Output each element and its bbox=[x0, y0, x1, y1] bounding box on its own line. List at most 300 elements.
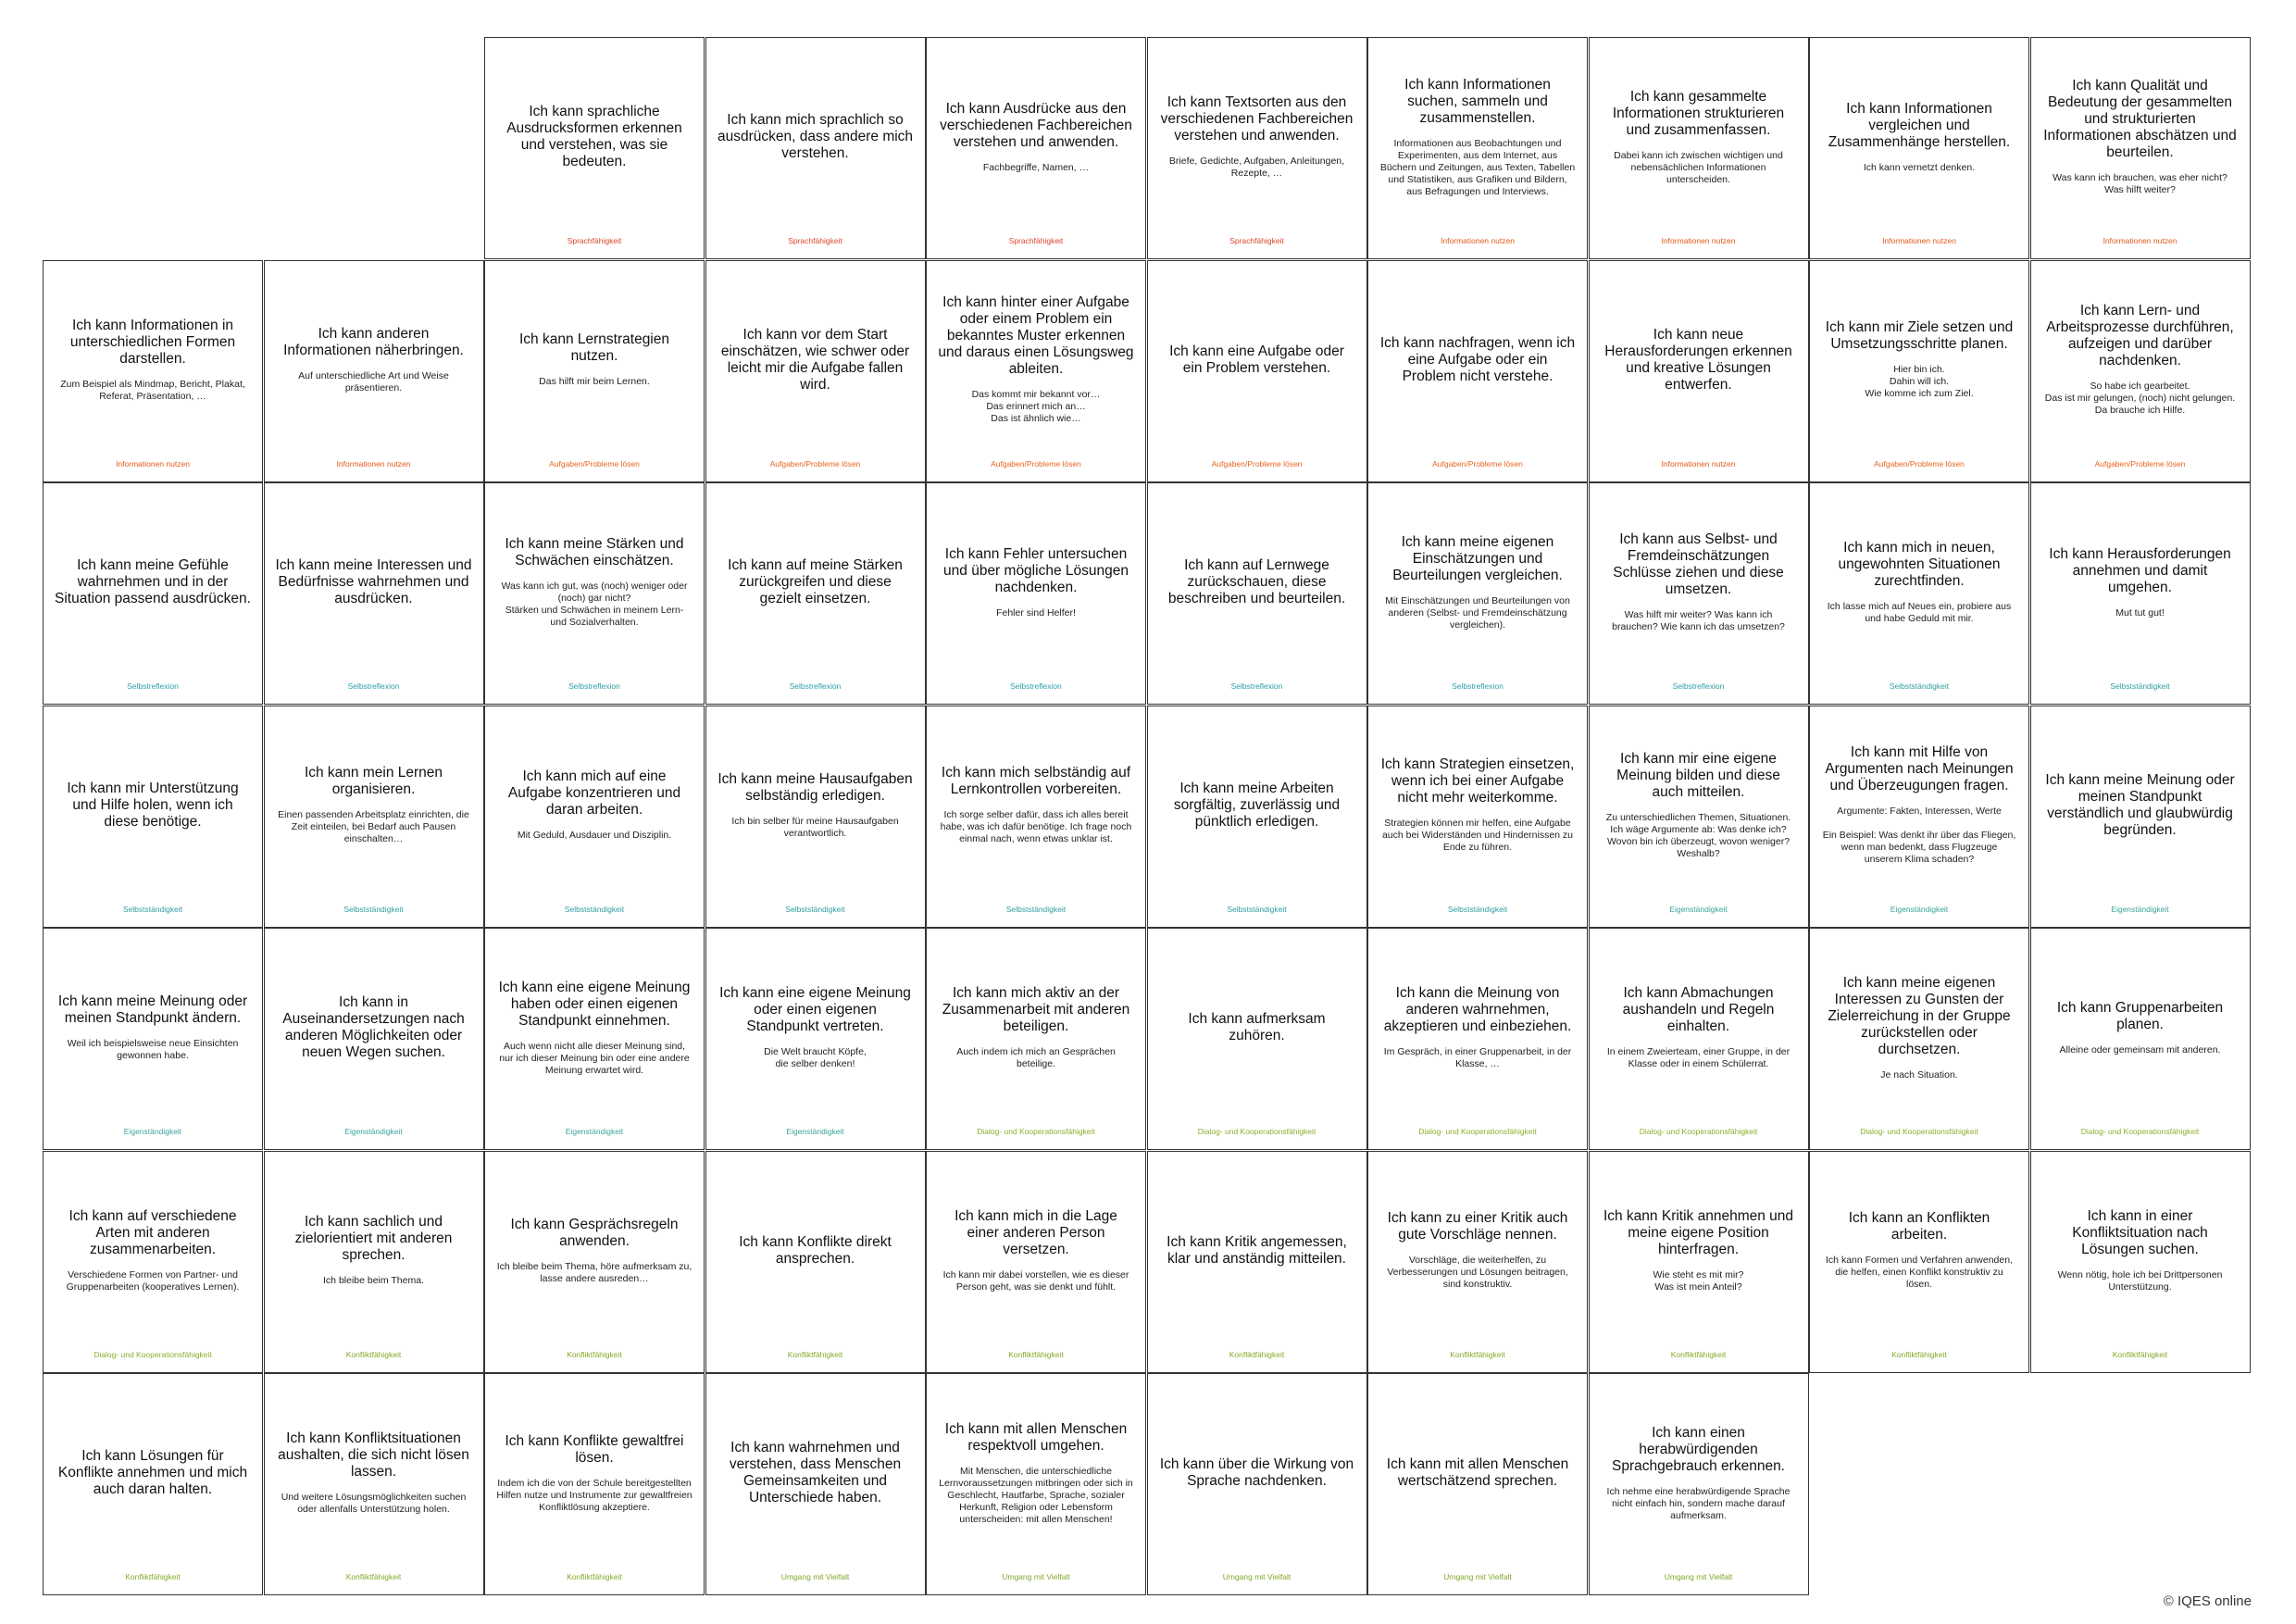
copyright-notice: © IQES online bbox=[2163, 1593, 2252, 1609]
card-body bbox=[1148, 1374, 1366, 1563]
card-title: Ich kann meine Stärken und Schwächen einschätzen. bbox=[505, 536, 684, 568]
card-category: Selbstreflexion bbox=[127, 681, 179, 691]
card-title: Ich kann mir Ziele setzen und Umsetzungsschritte planen. bbox=[1825, 319, 2014, 352]
card-body bbox=[44, 261, 262, 450]
competency-card bbox=[484, 1151, 705, 1373]
card-body bbox=[1148, 38, 1366, 227]
card-body bbox=[1368, 929, 1587, 1118]
card-category: Dialog- und Kooperationsfähigkeit bbox=[1418, 1127, 1537, 1136]
card-note: Einen passenden Arbeitsplatz einrichten, die Zeit einteilen, bei Bedarf auch Pausen einschalten… bbox=[278, 809, 469, 844]
card-title: Ich kann eine eigene Meinung haben oder einen eigenen Standpunkt einnehmen. bbox=[498, 979, 691, 1029]
card-title: Ich kann in Auseinandersetzungen nach anderen Möglichkeiten oder neuen Wegen suchen. bbox=[282, 994, 465, 1060]
competency-card bbox=[484, 1373, 705, 1595]
competency-card bbox=[1147, 1373, 1367, 1595]
card-note: Im Gespräch, in einer Gruppenarbeit, in der Klasse, … bbox=[1383, 1046, 1572, 1069]
card-body bbox=[927, 483, 1145, 672]
competency-card bbox=[1147, 928, 1367, 1150]
card-body bbox=[485, 929, 704, 1118]
competency-card bbox=[1147, 706, 1367, 928]
competency-card bbox=[1367, 37, 1588, 259]
competency-card bbox=[926, 1151, 1146, 1373]
card-body bbox=[485, 1374, 704, 1563]
card-body bbox=[706, 706, 925, 895]
competency-card bbox=[2030, 260, 2251, 482]
card-body bbox=[706, 38, 925, 227]
card-category: Eigenständigkeit bbox=[565, 1127, 624, 1136]
card-title: Ich kann meine Interessen und Bedürfnisse wahrnehmen und ausdrücken. bbox=[275, 557, 472, 606]
card-title: Ich kann Konflikte gewaltfrei lösen. bbox=[505, 1432, 684, 1466]
card-note: Informationen aus Beobachtungen und Experimenten, aus dem Internet, aus Büchern und Zeitungen, aus Texten, Tabellen und Statistiken, aus Grafiken und Bildern, aus Befragungen und Interviews. bbox=[1379, 137, 1576, 197]
competency-card bbox=[264, 1151, 484, 1373]
competency-card bbox=[1809, 37, 2029, 259]
card-title: Ich kann mich selbständig auf Lernkontrollen vorbereiten. bbox=[941, 765, 1131, 797]
card-title: Ich kann auf verschiedene Arten mit anderen zusammenarbeiten. bbox=[69, 1207, 237, 1257]
competency-card bbox=[1809, 928, 2029, 1150]
card-title: Ich kann sachlich und zielorientiert mit anderen sprechen. bbox=[294, 1214, 453, 1263]
card-body bbox=[1810, 38, 2028, 227]
card-note: Ich nehme eine herabwürdigende Sprache nicht einfach hin, sondern mache darauf aufmerksam. bbox=[1606, 1485, 1791, 1521]
card-category: Eigenständigkeit bbox=[2111, 904, 2169, 914]
card-note: Ich bleibe beim Thema, höre aufmerksam zu, lasse andere ausreden… bbox=[496, 1260, 693, 1284]
card-body bbox=[265, 706, 483, 895]
card-body bbox=[1810, 706, 2028, 895]
card-category: Aufgaben/Probleme lösen bbox=[1432, 458, 1523, 468]
competency-card bbox=[43, 482, 263, 705]
card-body bbox=[706, 929, 925, 1118]
card-category: Selbstreflexion bbox=[789, 681, 842, 691]
card-category: Konfliktfähigkeit bbox=[2112, 1349, 2168, 1359]
card-body bbox=[485, 38, 704, 227]
card-body bbox=[1368, 483, 1587, 672]
card-note: Auf unterschiedliche Art und Weise präsentieren. bbox=[298, 369, 449, 394]
card-body bbox=[2031, 483, 2250, 672]
card-body bbox=[44, 706, 262, 895]
competency-card bbox=[1147, 37, 1367, 259]
card-note: Argumente: Fakten, Interessen, Werte Ein Beispiel: Was denkt ihr über das Fliegen, wenn man bedenkt, dass Flugzeuge unserem Klima schaden? bbox=[1822, 806, 2016, 865]
card-title: Ich kann Informationen vergleichen und Zusammenhänge herstellen. bbox=[1828, 100, 2011, 150]
competency-card bbox=[2030, 928, 2251, 1150]
card-title: Ich kann Kritik angemessen, klar und anständig mitteilen. bbox=[1167, 1233, 1347, 1267]
card-body bbox=[2031, 929, 2250, 1118]
card-body bbox=[1590, 1374, 1808, 1563]
competency-card bbox=[264, 706, 484, 928]
competency-card bbox=[926, 706, 1146, 928]
competency-card bbox=[43, 928, 263, 1150]
competency-card bbox=[705, 260, 926, 482]
competency-card bbox=[1367, 1373, 1588, 1595]
card-title: Ich kann vor dem Start einschätzen, wie schwer oder leicht mir die Aufgabe fallen wird. bbox=[720, 326, 910, 393]
card-body bbox=[265, 929, 483, 1118]
competency-card bbox=[926, 928, 1146, 1150]
card-title: Ich kann Textsorten aus den verschiedenen Fachbereichen verstehen und anwenden. bbox=[1160, 94, 1354, 144]
card-body bbox=[927, 261, 1145, 450]
card-note: Was hilft mir weiter? Was kann ich brauchen? Wie kann ich das umsetzen? bbox=[1612, 609, 1785, 632]
card-title: Ich kann auf Lernwege zurückschauen, diese beschreiben und beurteilen. bbox=[1167, 557, 1346, 606]
card-body bbox=[485, 483, 704, 672]
card-body bbox=[706, 483, 925, 672]
competency-card bbox=[1367, 260, 1588, 482]
card-note: Mit Geduld, Ausdauer und Disziplin. bbox=[517, 830, 672, 841]
competency-card bbox=[484, 482, 705, 705]
competency-card bbox=[705, 37, 926, 259]
competency-card bbox=[705, 928, 926, 1150]
card-title: Ich kann Informationen in unterschiedlichen Formen darstellen. bbox=[69, 317, 236, 367]
card-title: Ich kann meine Meinung oder meinen Standpunkt ändern. bbox=[57, 993, 248, 1026]
card-title: Ich kann mich sprachlich so ausdrücken, dass andere mich verstehen. bbox=[717, 112, 914, 161]
card-note: Hier bin ich. Dahin will ich. Wie komme ich zum Ziel. bbox=[1865, 364, 1974, 399]
card-title: Ich kann Konflikte direkt ansprechen. bbox=[739, 1233, 892, 1267]
card-category: Umgang mit Vielfalt bbox=[1222, 1572, 1292, 1581]
card-note: Und weitere Lösungsmöglichkeiten suchen oder allenfalls Unterstützung holen. bbox=[281, 1492, 467, 1515]
card-category: Eigenständigkeit bbox=[1669, 904, 1728, 914]
competency-card bbox=[264, 1373, 484, 1595]
card-note: Mit Menschen, die unterschiedliche Lernvoraussetzungen mitbringen oder sich in Geschlecht, Hautfarbe, Sprache, sozialer Herkunft, Religion oder Lebensform unterscheiden: mit allen Menschen! bbox=[939, 1465, 1133, 1525]
card-category: Eigenständigkeit bbox=[786, 1127, 844, 1136]
card-title: Ich kann neue Herausforderungen erkennen und kreative Lösungen entwerfen. bbox=[1604, 326, 1792, 393]
card-body bbox=[1368, 1152, 1587, 1341]
card-category: Selbstständigkeit bbox=[1447, 904, 1508, 914]
card-title: Ich kann Informationen suchen, sammeln und zusammenstellen. bbox=[1404, 76, 1551, 126]
card-body bbox=[2031, 706, 2250, 895]
card-note: Wie steht es mit mir? Was ist mein Anteil? bbox=[1653, 1268, 1744, 1293]
card-note: So habe ich gearbeitet. Das ist mir gelungen, (noch) nicht gelungen. Da brauche ich Hilfe. bbox=[2044, 381, 2236, 416]
card-category: Aufgaben/Probleme lösen bbox=[991, 458, 1081, 468]
card-note: Fachbegriffe, Namen, … bbox=[982, 161, 1090, 173]
card-category: Selbstreflexion bbox=[568, 681, 620, 691]
competency-card bbox=[1809, 260, 2029, 482]
card-category: Selbstreflexion bbox=[1230, 681, 1283, 691]
card-title: Ich kann mir Unterstützung und Hilfe holen, wenn ich diese benötige. bbox=[67, 780, 239, 830]
card-title: Ich kann mich aktiv an der Zusammenarbeit mit anderen beteiligen. bbox=[942, 985, 1130, 1034]
card-body bbox=[2031, 261, 2250, 450]
competency-card bbox=[705, 1151, 926, 1373]
card-body bbox=[927, 1374, 1145, 1563]
card-category: Eigenständigkeit bbox=[344, 1127, 403, 1136]
card-note: Ich kann vernetzt denken. bbox=[1863, 161, 1976, 173]
card-category: Selbstständigkeit bbox=[564, 904, 625, 914]
card-category: Selbstständigkeit bbox=[1889, 681, 1950, 691]
card-note: Auch indem ich mich an Gesprächen beteilige. bbox=[956, 1046, 1116, 1069]
card-category: Aufgaben/Probleme lösen bbox=[769, 458, 861, 468]
card-category: Aufgaben/Probleme lösen bbox=[1211, 458, 1303, 468]
card-note: Mit Einschätzungen und Beurteilungen von anderen (Selbst- und Fremdeinschätzung vergleichen). bbox=[1385, 594, 1570, 631]
card-title: Ich kann zu einer Kritik auch gute Vorschläge nennen. bbox=[1387, 1210, 1568, 1243]
card-body bbox=[1148, 706, 1366, 895]
card-note: Zu unterschiedlichen Themen, Situationen. Ich wäge Argumente ab: Was denke ich? Wovon bin ich überzeugt, wovon weniger? Weshalb? bbox=[1605, 811, 1791, 859]
card-body bbox=[1590, 483, 1808, 672]
card-title: Ich kann an Konflikten arbeiten. bbox=[1848, 1210, 1990, 1243]
competency-card bbox=[1147, 260, 1367, 482]
card-note: Weil ich beispielsweise neue Einsichten gewonnen habe. bbox=[67, 1038, 239, 1061]
card-body bbox=[485, 1152, 704, 1341]
competency-card bbox=[926, 260, 1146, 482]
competency-card bbox=[1589, 260, 1809, 482]
card-note: Wenn nötig, hole ich bei Drittpersonen Unterstützung. bbox=[2057, 1268, 2223, 1293]
competency-card bbox=[1589, 1373, 1809, 1595]
card-body bbox=[44, 1152, 262, 1341]
card-category: Aufgaben/Probleme lösen bbox=[549, 458, 640, 468]
card-title: Ich kann mit Hilfe von Argumenten nach Meinungen und Überzeugungen fragen. bbox=[1825, 744, 2014, 793]
card-category: Aufgaben/Probleme lösen bbox=[2094, 458, 2186, 468]
card-title: Ich kann Abmachungen aushandeln und Regeln einhalten. bbox=[1622, 985, 1775, 1034]
card-title: Ich kann über die Wirkung von Sprache nachdenken. bbox=[1159, 1456, 1354, 1489]
card-note: Fehler sind Helfer! bbox=[996, 606, 1076, 618]
card-title: Ich kann meine eigenen Einschätzungen und Beurteilungen vergleichen. bbox=[1392, 533, 1563, 583]
card-body bbox=[706, 261, 925, 450]
card-body bbox=[706, 1374, 925, 1563]
card-note: Ich kann Formen und Verfahren anwenden, die helfen, einen Konflikt konstruktiv zu lösen. bbox=[1826, 1255, 2013, 1290]
card-category: Selbstständigkeit bbox=[1005, 904, 1067, 914]
card-category: Informationen nutzen bbox=[1661, 236, 1736, 245]
competency-card bbox=[1589, 706, 1809, 928]
competency-card bbox=[484, 260, 705, 482]
card-body bbox=[265, 1374, 483, 1563]
card-title: Ich kann meine Meinung oder meinen Standpunkt verständlich und glaubwürdig begründen. bbox=[2045, 771, 2235, 838]
card-body bbox=[485, 706, 704, 895]
card-category: Konfliktfähigkeit bbox=[1008, 1349, 1064, 1359]
card-title: Ich kann sprachliche Ausdrucksformen erkennen und verstehen, was sie bedeuten. bbox=[506, 104, 682, 169]
competency-card bbox=[2030, 706, 2251, 928]
card-title: Ich kann mit allen Menschen respektvoll umgehen. bbox=[944, 1420, 1128, 1454]
card-note: In einem Zweierteam, einer Gruppe, in der Klasse oder in einem Schülerrat. bbox=[1606, 1046, 1791, 1069]
card-body bbox=[927, 1152, 1145, 1341]
competency-card bbox=[1367, 482, 1588, 705]
card-title: Ich kann nachfragen, wenn ich eine Aufgabe oder ein Problem nicht verstehe. bbox=[1379, 334, 1576, 384]
card-body bbox=[44, 929, 262, 1118]
competency-card bbox=[926, 37, 1146, 259]
card-note: Alleine oder gemeinsam mit anderen. bbox=[2059, 1043, 2221, 1056]
card-body bbox=[1590, 261, 1808, 450]
competency-card bbox=[2030, 482, 2251, 705]
competency-card bbox=[1589, 1151, 1809, 1373]
card-body bbox=[927, 706, 1145, 895]
card-title: Ich kann eine eigene Meinung oder einen eigenen Standpunkt vertreten. bbox=[719, 985, 911, 1034]
card-category: Konfliktfähigkeit bbox=[1891, 1349, 1947, 1359]
card-title: Ich kann Lösungen für Konflikte annehmen und mich auch daran halten. bbox=[57, 1448, 248, 1497]
competency-card bbox=[43, 260, 263, 482]
card-category: Sprachfähigkeit bbox=[567, 236, 622, 245]
card-body bbox=[706, 1152, 925, 1341]
competency-card bbox=[43, 1151, 263, 1373]
card-note: Indem ich die von der Schule bereitgestellten Hilfen nutze und Instrumente zur gewaltfreien Konfliktlösung akzeptiere. bbox=[496, 1477, 693, 1513]
card-title: Ich kann mit allen Menschen wertschätzend sprechen. bbox=[1386, 1456, 1569, 1489]
card-title: Ich kann Strategien einsetzen, wenn ich bei einer Aufgabe nicht mehr weiterkomme. bbox=[1380, 756, 1575, 806]
card-note: Verschiedene Formen von Partner- und Gruppenarbeiten (kooperatives Lernen). bbox=[66, 1268, 240, 1293]
card-category: Sprachfähigkeit bbox=[788, 236, 842, 245]
card-category: Dialog- und Kooperationsfähigkeit bbox=[977, 1127, 1095, 1136]
card-body bbox=[44, 1374, 262, 1563]
card-title: Ich kann meine eigenen Interessen zu Gunsten der Zielerreichung in der Gruppe zurückstellen oder durchsetzen. bbox=[1828, 974, 2011, 1057]
competency-card bbox=[484, 37, 705, 259]
card-category: Konfliktfähigkeit bbox=[787, 1349, 843, 1359]
card-category: Dialog- und Kooperationsfähigkeit bbox=[2080, 1127, 2200, 1136]
card-title: Ich kann Gesprächsregeln anwenden. bbox=[510, 1216, 679, 1249]
card-category: Sprachfähigkeit bbox=[1008, 236, 1064, 245]
card-note: Mut tut gut! bbox=[2115, 606, 2165, 618]
card-category: Informationen nutzen bbox=[336, 458, 411, 468]
card-title: Ich kann mich in neuen, ungewohnten Situationen zurechtfinden. bbox=[1838, 540, 2001, 589]
card-category: Umgang mit Vielfalt bbox=[1002, 1572, 1070, 1581]
card-title: Ich kann Fehler untersuchen und über mögliche Lösungen nachdenken. bbox=[943, 545, 1129, 595]
competency-card bbox=[43, 1373, 263, 1595]
card-category: Dialog- und Kooperationsfähigkeit bbox=[1197, 1127, 1316, 1136]
card-category: Umgang mit Vielfalt bbox=[780, 1572, 850, 1581]
card-title: Ich kann mir eine eigene Meinung bilden und diese auch mitteilen. bbox=[1616, 750, 1780, 800]
card-note: Das kommt mir bekannt vor… Das erinnert mich an… Das ist ähnlich wie… bbox=[971, 389, 1101, 424]
card-body bbox=[1810, 929, 2028, 1118]
card-category: Dialog- und Kooperationsfähigkeit bbox=[94, 1349, 212, 1359]
card-body bbox=[1810, 261, 2028, 450]
card-category: Informationen nutzen bbox=[1882, 236, 1956, 245]
competency-card bbox=[926, 482, 1146, 705]
card-note: Ich kann mir dabei vorstellen, wie es dieser Person geht, was sie denkt und fühlt. bbox=[942, 1268, 1129, 1293]
card-note: Dabei kann ich zwischen wichtigen und nebensächlichen Informationen unterscheiden. bbox=[1614, 149, 1783, 185]
card-title: Ich kann hinter einer Aufgabe oder einem Problem ein bekanntes Muster erkennen und daraus einen Lösungsweg ableiten. bbox=[938, 294, 1134, 377]
competency-card bbox=[1589, 37, 1809, 259]
competency-card bbox=[484, 928, 705, 1150]
card-title: Ich kann in einer Konfliktsituation nach Lösungen suchen. bbox=[2072, 1207, 2208, 1257]
competency-card bbox=[264, 260, 484, 482]
card-body bbox=[1810, 1152, 2028, 1341]
competency-card bbox=[705, 1373, 926, 1595]
card-body bbox=[1590, 929, 1808, 1118]
card-category: Konfliktfähigkeit bbox=[1450, 1349, 1505, 1359]
card-note: Auch wenn nicht alle dieser Meinung sind, nur ich dieser Meinung bin oder eine andere Meinung erwartet wird. bbox=[499, 1040, 690, 1076]
card-body bbox=[1368, 261, 1587, 450]
card-category: Konfliktfähigkeit bbox=[345, 1572, 402, 1581]
card-category: Informationen nutzen bbox=[1661, 458, 1736, 468]
card-title: Ich kann meine Hausaufgaben selbständig erledigen. bbox=[718, 770, 913, 804]
card-note: Ich bleibe beim Thema. bbox=[323, 1275, 424, 1286]
competency-card bbox=[264, 928, 484, 1150]
card-category: Dialog- und Kooperationsfähigkeit bbox=[1860, 1127, 1978, 1136]
card-body bbox=[265, 483, 483, 672]
card-title: Ich kann anderen Informationen näherbringen. bbox=[283, 325, 464, 358]
card-note: Ich sorge selber dafür, dass ich alles bereit habe, was ich dafür benötige. Ich frage noch einmal nach, wenn etwas unklar ist. bbox=[940, 809, 1132, 844]
card-body bbox=[1590, 706, 1808, 895]
competency-card bbox=[926, 1373, 1146, 1595]
competency-card bbox=[1589, 928, 1809, 1150]
card-category: Dialog- und Kooperationsfähigkeit bbox=[1639, 1127, 1758, 1136]
card-body bbox=[1368, 38, 1587, 227]
card-note: Die Welt braucht Köpfe, die selber denken! bbox=[764, 1046, 867, 1069]
card-title: Ich kann mich in die Lage einer anderen Person versetzen. bbox=[955, 1207, 1117, 1257]
card-note: Zum Beispiel als Mindmap, Bericht, Plakat, Referat, Präsentation, … bbox=[60, 378, 245, 402]
card-note: Was kann ich gut, was (noch) weniger oder (noch) gar nicht? Stärken und Schwächen in meinem Lern- und Sozialverhalten. bbox=[501, 581, 688, 628]
card-title: Ich kann Lern- und Arbeitsprozesse durchführen, aufzeigen und darüber nachdenken. bbox=[2046, 303, 2234, 369]
competency-card bbox=[705, 706, 926, 928]
card-category: Konfliktfähigkeit bbox=[1670, 1349, 1727, 1359]
card-body bbox=[1148, 929, 1366, 1118]
card-body bbox=[927, 929, 1145, 1118]
card-body bbox=[927, 38, 1145, 227]
competency-card bbox=[1367, 1151, 1588, 1373]
card-title: Ich kann Lernstrategien nutzen. bbox=[519, 331, 669, 364]
card-note: Was kann ich brauchen, was eher nicht? Was hilft weiter? bbox=[2053, 172, 2227, 195]
card-note: Das hilft mir beim Lernen. bbox=[539, 376, 650, 387]
card-note: Ich lasse mich auf Neues ein, probiere aus und habe Geduld mit mir. bbox=[1827, 601, 2012, 624]
card-body bbox=[1810, 483, 2028, 672]
competency-card bbox=[1809, 482, 2029, 705]
card-body bbox=[2031, 1152, 2250, 1341]
competency-card bbox=[264, 482, 484, 705]
card-title: Ich kann wahrnehmen und verstehen, dass Menschen Gemeinsamkeiten und Unterschiede haben. bbox=[729, 1440, 902, 1505]
competency-card bbox=[705, 482, 926, 705]
card-body bbox=[1368, 1374, 1587, 1563]
card-title: Ich kann aus Selbst- und Fremdeinschätzungen Schlüsse ziehen und diese umsetzen. bbox=[1613, 531, 1784, 597]
card-note: Ich bin selber für meine Hausaufgaben verantwortlich. bbox=[731, 815, 899, 839]
card-title: Ich kann Konfliktsituationen aushalten, die sich nicht lösen lassen. bbox=[278, 1430, 469, 1480]
card-category: Selbstreflexion bbox=[347, 681, 400, 691]
card-category: Sprachfähigkeit bbox=[1229, 236, 1284, 245]
card-title: Ich kann meine Arbeiten sorgfältig, zuverlässig und pünktlich erledigen. bbox=[1173, 780, 1341, 830]
card-body bbox=[2031, 38, 2250, 227]
card-body bbox=[1590, 38, 1808, 227]
card-title: Ich kann einen herabwürdigenden Sprachgebrauch erkennen. bbox=[1612, 1424, 1785, 1474]
card-category: Selbstständigkeit bbox=[343, 904, 404, 914]
competency-card bbox=[1809, 1151, 2029, 1373]
card-category: Aufgaben/Probleme lösen bbox=[1874, 458, 1965, 468]
card-category: Konfliktfähigkeit bbox=[567, 1349, 622, 1359]
card-category: Informationen nutzen bbox=[116, 458, 190, 468]
card-title: Ich kann gesammelte Informationen strukturieren und zusammenfassen. bbox=[1612, 88, 1785, 138]
card-category: Selbstreflexion bbox=[1452, 681, 1504, 691]
card-title: Ich kann mein Lernen organisieren. bbox=[304, 765, 443, 797]
card-title: Ich kann die Meinung von anderen wahrnehmen, akzeptieren und einbeziehen. bbox=[1383, 985, 1572, 1034]
card-category: Selbstständigkeit bbox=[2110, 681, 2170, 691]
card-body bbox=[44, 483, 262, 672]
card-body bbox=[1368, 706, 1587, 895]
card-title: Ich kann aufmerksam zuhören. bbox=[1188, 1011, 1326, 1043]
card-note: Vorschläge, die weiterhelfen, zu Verbesserungen und Lösungen beitragen, sind konstruktiv. bbox=[1387, 1255, 1568, 1290]
competency-card bbox=[2030, 37, 2251, 259]
card-title: Ich kann Gruppenarbeiten planen. bbox=[2056, 999, 2224, 1032]
card-note: Briefe, Gedichte, Aufgaben, Anleitungen, Rezepte, … bbox=[1168, 156, 1345, 179]
card-title: Ich kann Qualität und Bedeutung der gesammelten und strukturierten Informationen abschätzen und beurteilen. bbox=[2043, 78, 2237, 160]
card-category: Informationen nutzen bbox=[2103, 236, 2177, 245]
competency-card bbox=[1809, 706, 2029, 928]
card-note: Je nach Situation. bbox=[1880, 1068, 1958, 1081]
card-category: Selbstständigkeit bbox=[122, 904, 183, 914]
card-title: Ich kann eine Aufgabe oder ein Problem verstehen. bbox=[1169, 343, 1344, 376]
card-category: Eigenständigkeit bbox=[123, 1127, 182, 1136]
card-title: Ich kann auf meine Stärken zurückgreifen und diese gezielt einsetzen. bbox=[728, 557, 903, 606]
card-category: Selbstständigkeit bbox=[1227, 904, 1287, 914]
competency-card bbox=[1147, 1151, 1367, 1373]
card-note: Strategien können mir helfen, eine Aufgabe auch bei Widerständen und Hindernissen zu Ende zu führen. bbox=[1381, 818, 1574, 853]
card-category: Selbstständigkeit bbox=[785, 904, 845, 914]
card-category: Konfliktfähigkeit bbox=[1229, 1349, 1285, 1359]
competency-card bbox=[1147, 482, 1367, 705]
card-title: Ich kann mich auf eine Aufgabe konzentrieren und daran arbeiten. bbox=[507, 768, 681, 818]
card-body bbox=[1590, 1152, 1808, 1341]
competency-card bbox=[1367, 706, 1588, 928]
card-category: Eigenständigkeit bbox=[1890, 904, 1949, 914]
card-title: Ich kann meine Gefühle wahrnehmen und in der Situation passend ausdrücken. bbox=[55, 557, 251, 606]
competency-card bbox=[1367, 928, 1588, 1150]
card-category: Konfliktfähigkeit bbox=[345, 1349, 402, 1359]
competency-card bbox=[484, 706, 705, 928]
card-category: Informationen nutzen bbox=[1441, 236, 1515, 245]
card-category: Selbstreflexion bbox=[1672, 681, 1725, 691]
card-category: Konfliktfähigkeit bbox=[567, 1572, 622, 1581]
card-category: Umgang mit Vielfalt bbox=[1664, 1572, 1733, 1581]
card-title: Ich kann Kritik annehmen und meine eigene Position hinterfragen. bbox=[1603, 1207, 1794, 1257]
card-category: Umgang mit Vielfalt bbox=[1443, 1572, 1512, 1581]
card-body bbox=[1148, 261, 1366, 450]
card-category: Konfliktfähigkeit bbox=[125, 1572, 181, 1581]
card-body bbox=[485, 261, 704, 450]
